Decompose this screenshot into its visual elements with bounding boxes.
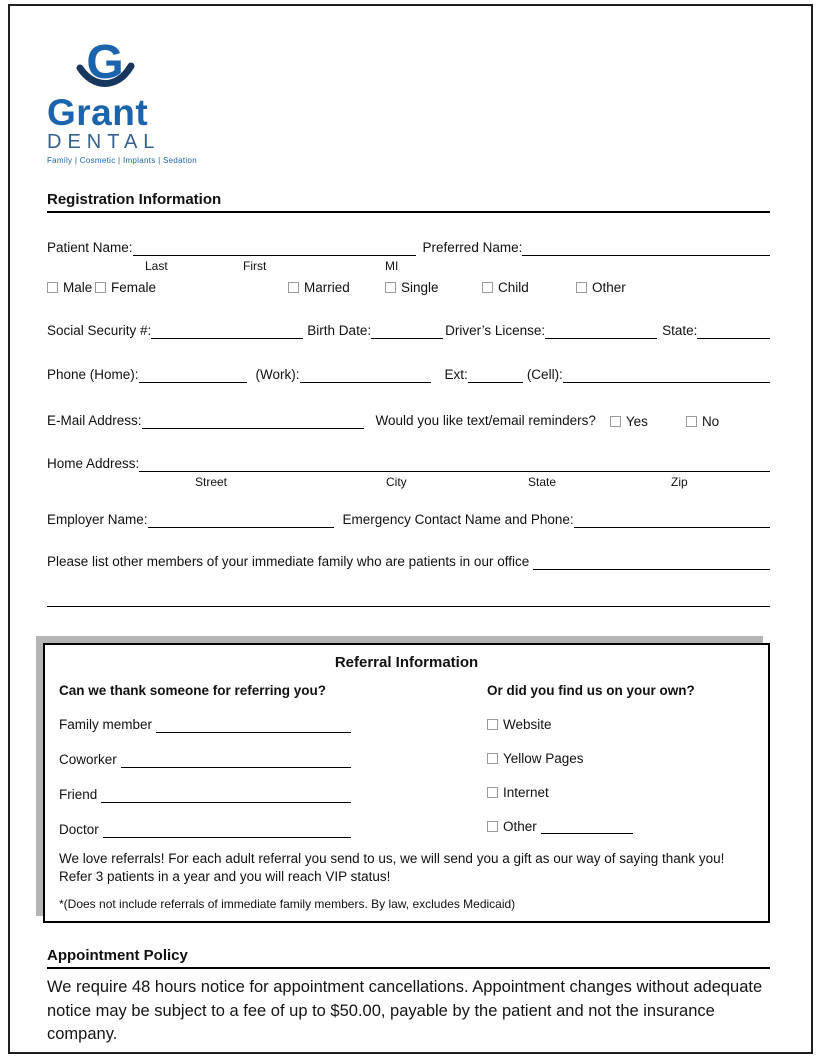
married-label: Married [304,280,350,295]
grant-dental-logo-icon [73,36,137,92]
married-checkbox[interactable] [288,282,299,293]
brand-name: Grant [47,92,149,133]
drivers-license-field[interactable] [545,324,657,339]
appointment-policy-heading [47,947,770,969]
brand-tagline: Family | Cosmetic | Implants | Sedation [47,156,197,165]
referral-right-column [487,683,754,838]
reminders-no-checkbox[interactable] [686,416,697,427]
child-checkbox[interactable] [482,282,493,293]
zip-sublabel: Zip [671,475,688,489]
email-row [47,413,770,429]
brand-subname: DENTAL [47,131,161,153]
referral-other-checkbox[interactable] [487,821,498,832]
preferred-name-label: Preferred Name: [422,240,523,255]
referral-doctor-row [59,821,351,838]
website-checkbox[interactable] [487,719,498,730]
referral-coworker-row [59,751,351,768]
reminders-no-label: No [701,413,720,429]
referral-friend-row [59,786,351,803]
state-label: State: [662,323,698,338]
referral-left-column [59,683,351,838]
family-members-field-2[interactable] [47,606,770,607]
doctor-field[interactable] [103,823,351,838]
name-sublabels [47,259,770,272]
referral-other-label: Other [503,819,537,834]
child-label: Child [498,280,529,295]
family-members-label: Please list other members of your immediate family who are patients in our office [47,554,530,569]
male-label: Male [63,280,93,295]
drivers-license-label: Driver’s License: [445,323,546,338]
doctor-label: Doctor [59,822,99,837]
internet-label: Internet [503,785,549,800]
reminders-yes-checkbox[interactable] [610,416,621,427]
phone-home-label: Phone (Home): [47,367,139,382]
checkbox-internet[interactable] [487,783,754,800]
single-label: Single [401,280,439,295]
friend-label: Friend [59,787,98,802]
registration-section-heading [47,191,770,213]
patient-name-row [47,240,770,256]
family-member-label: Family member [59,717,153,732]
referral-left-heading: Can we thank someone for referring you? [59,683,327,698]
checkbox-reminders-no[interactable] [686,414,719,429]
state-sublabel: State [528,475,557,489]
cell-field[interactable] [563,368,770,383]
address-sublabels [47,475,770,488]
home-address-row [47,456,770,472]
cell-label: (Cell): [526,367,563,382]
yellow-pages-label: Yellow Pages [503,751,584,766]
email-label: E-Mail Address: [47,413,142,428]
referral-disclaimer: *(Does not include referrals of immediate family members. By law, excludes Medicaid) [59,897,516,912]
referral-title: Referral Information [334,654,479,671]
patient-name-field[interactable] [133,241,416,256]
other-label: Other [592,280,626,295]
checkbox-child[interactable] [482,280,529,295]
status-checkbox-row [47,280,770,296]
referral-note: We love referrals! For each adult referral you send to us, we will send you a gift as our way of saying thank you! Refer 3 patients in a year and you will reach VIP status! [59,851,725,885]
ssn-label: Social Security #: [47,323,152,338]
internet-checkbox[interactable] [487,787,498,798]
patient-name-label: Patient Name: [47,240,133,255]
yellow-pages-checkbox[interactable] [487,753,498,764]
website-label: Website [503,717,552,732]
checkbox-other[interactable] [576,280,626,295]
phone-work-field[interactable] [300,368,431,383]
family-members-row [47,554,770,570]
grant-dental-logo [47,36,770,165]
appointment-policy-body: We require 48 hours notice for appointment cancellations. Appointment changes without adequate notice may be subject to a fee of up to $50.00, payable by the patient and not the insurance company. [47,978,763,1043]
coworker-label: Coworker [59,752,117,767]
ssn-field[interactable] [151,324,303,339]
reminders-yes-label: Yes [625,413,648,429]
mi-sublabel: MI [385,259,399,273]
phone-home-field[interactable] [139,368,247,383]
ssn-row [47,323,770,339]
birth-date-field[interactable] [371,324,443,339]
last-sublabel: Last [145,259,168,273]
checkbox-married[interactable] [288,280,350,295]
home-address-label: Home Address: [47,456,140,471]
employer-field[interactable] [148,513,334,528]
ext-field[interactable] [468,368,523,383]
birth-date-label: Birth Date: [307,323,372,338]
city-sublabel: City [386,475,407,489]
appointment-policy-title: Appointment Policy [47,947,188,965]
referral-right-heading: Or did you find us on your own? [487,683,695,698]
emergency-contact-field[interactable] [574,513,770,528]
phone-row [47,367,770,383]
home-address-field[interactable] [139,457,770,472]
male-checkbox[interactable] [47,282,58,293]
checkbox-single[interactable] [385,280,439,295]
checkbox-male[interactable] [47,280,92,295]
single-checkbox[interactable] [385,282,396,293]
friend-field[interactable] [101,788,351,803]
referral-box [43,643,770,923]
coworker-field[interactable] [121,753,351,768]
emergency-contact-label: Emergency Contact Name and Phone: [342,512,574,527]
reminders-question-label: Would you like text/email reminders? [375,413,596,428]
state-field[interactable] [697,324,770,339]
female-label: Female [111,280,157,295]
checkbox-reminders-yes[interactable] [610,414,648,429]
referral-other-field[interactable] [541,819,633,834]
employer-label: Employer Name: [47,512,148,527]
referral-family-row [59,716,351,733]
ext-label: Ext: [444,367,468,382]
other-checkbox[interactable] [576,282,587,293]
checkbox-website[interactable] [487,715,754,732]
checkbox-yellow-pages[interactable] [487,749,754,766]
street-sublabel: Street [195,475,228,489]
logo-g-mark: G [86,36,124,89]
family-members-field[interactable] [533,555,770,570]
employer-row [47,512,770,528]
email-field[interactable] [142,414,364,429]
checkbox-referral-other[interactable] [487,817,754,834]
preferred-name-field[interactable] [522,241,770,256]
registration-section-title: Registration Information [47,191,222,208]
female-checkbox[interactable] [95,282,106,293]
first-sublabel: First [243,259,267,273]
checkbox-female[interactable] [95,280,156,295]
phone-work-label: (Work): [255,367,300,382]
family-member-field[interactable] [156,718,351,733]
